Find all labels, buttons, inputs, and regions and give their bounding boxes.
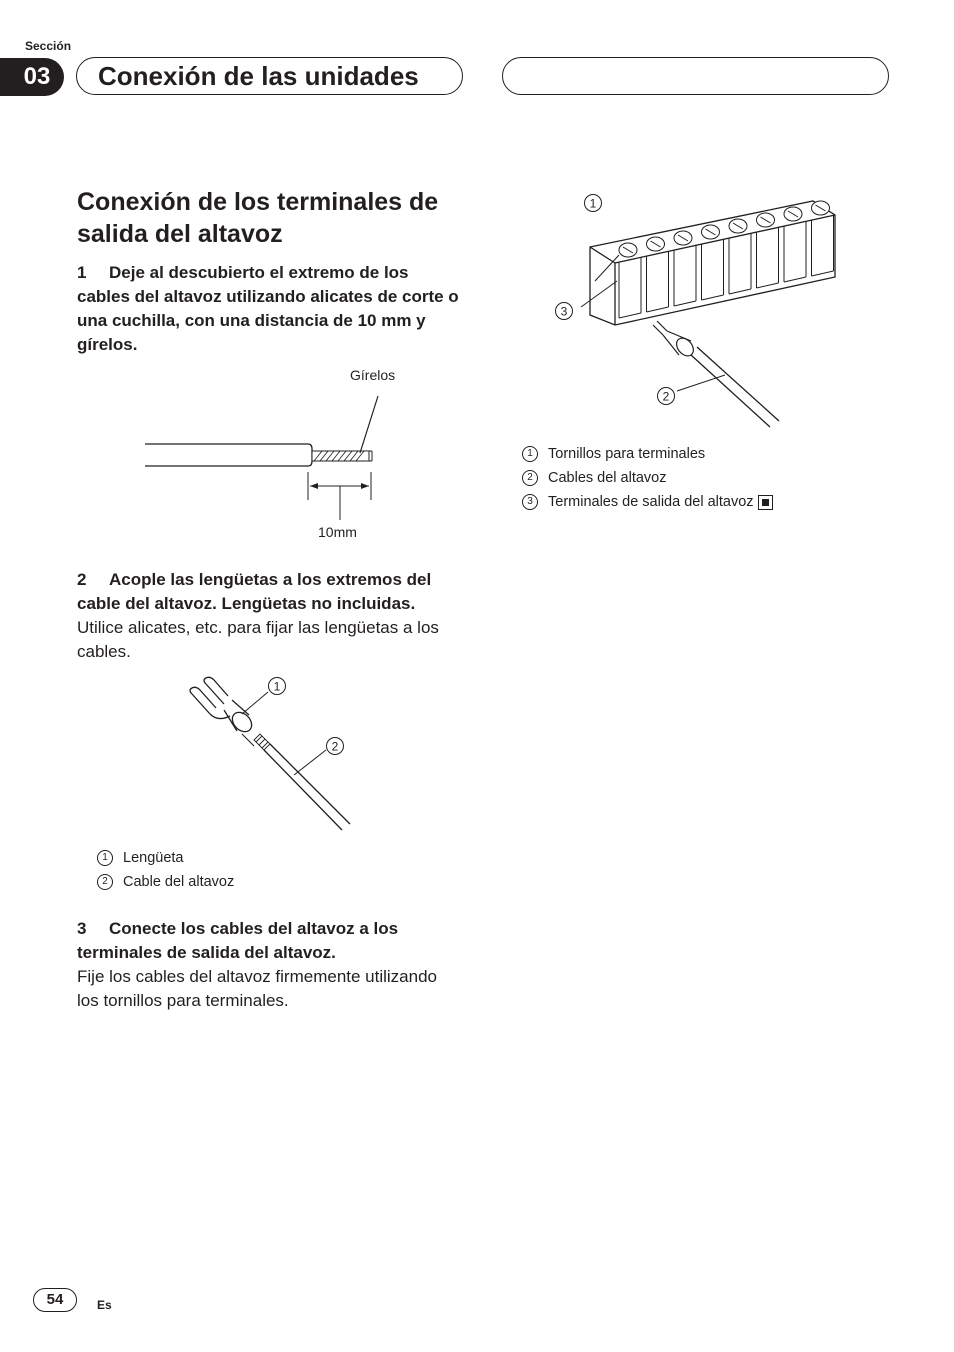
step-number: 1 bbox=[77, 263, 87, 282]
step-body: Fije los cables del altavoz firmemente utilizando los tornillos para terminales. bbox=[77, 967, 438, 1010]
step-1 bbox=[77, 261, 462, 357]
step-title: Deje al descubierto el extremo de los cables del altavoz utilizando alicates de corte o una cuchilla, con una distancia de 10 mm y gírelos. bbox=[77, 263, 459, 354]
caption-text: Cable del altavoz bbox=[123, 874, 235, 890]
empty-header-frame bbox=[502, 57, 889, 95]
caption-number: 2 bbox=[97, 874, 113, 890]
callout-1: 1 bbox=[589, 196, 597, 211]
section-end-mark bbox=[758, 495, 773, 510]
section-label: Sección bbox=[25, 39, 72, 53]
caption-number: 1 bbox=[522, 446, 538, 462]
length-label: 10mm bbox=[318, 524, 357, 540]
caption-number: 1 bbox=[97, 850, 113, 866]
caption-item bbox=[522, 442, 773, 466]
page-number: 54 bbox=[33, 1288, 77, 1312]
step-3 bbox=[77, 917, 462, 1013]
caption-number: 3 bbox=[522, 494, 538, 510]
step-2 bbox=[77, 568, 462, 664]
step-number: 3 bbox=[77, 919, 87, 938]
section-title: Conexión de las unidades bbox=[98, 61, 419, 91]
figure3-captions bbox=[522, 442, 773, 514]
callout-2: 2 bbox=[331, 739, 339, 754]
language-code: Es bbox=[97, 1298, 112, 1312]
page-heading: Conexión de los terminales de salida del altavoz bbox=[77, 188, 439, 248]
caption-text: Cables del altavoz bbox=[548, 470, 667, 486]
caption-item bbox=[97, 870, 234, 894]
caption-item bbox=[97, 846, 234, 870]
caption-number: 2 bbox=[522, 470, 538, 486]
section-number-badge: 03 bbox=[0, 58, 64, 96]
twist-label: Gírelos bbox=[350, 367, 396, 383]
step-number: 2 bbox=[77, 570, 87, 589]
stripped-wire-figure bbox=[140, 360, 420, 550]
terminal-block-figure bbox=[545, 185, 845, 430]
callout-1: 1 bbox=[273, 679, 281, 694]
twist-leader-line bbox=[360, 396, 378, 453]
caption-item bbox=[522, 490, 773, 514]
callout-3: 3 bbox=[560, 304, 568, 319]
step-title: Acople las lengüetas a los extremos del cable del altavoz. Lengüetas no incluidas. bbox=[77, 570, 432, 613]
step-body: Utilice alicates, etc. para fijar las lengüetas a los cables. bbox=[77, 618, 439, 661]
caption-text: Tornillos para terminales bbox=[548, 446, 706, 462]
caption-item bbox=[522, 466, 773, 490]
callout-2: 2 bbox=[662, 389, 670, 404]
caption-text: Lengüeta bbox=[123, 850, 184, 866]
step-title: Conecte los cables del altavoz a los terminales de salida del altavoz. bbox=[77, 919, 399, 962]
lug-wire-figure bbox=[180, 670, 370, 840]
caption-text: Terminales de salida del altavoz bbox=[548, 494, 754, 510]
figure2-captions bbox=[97, 846, 234, 894]
